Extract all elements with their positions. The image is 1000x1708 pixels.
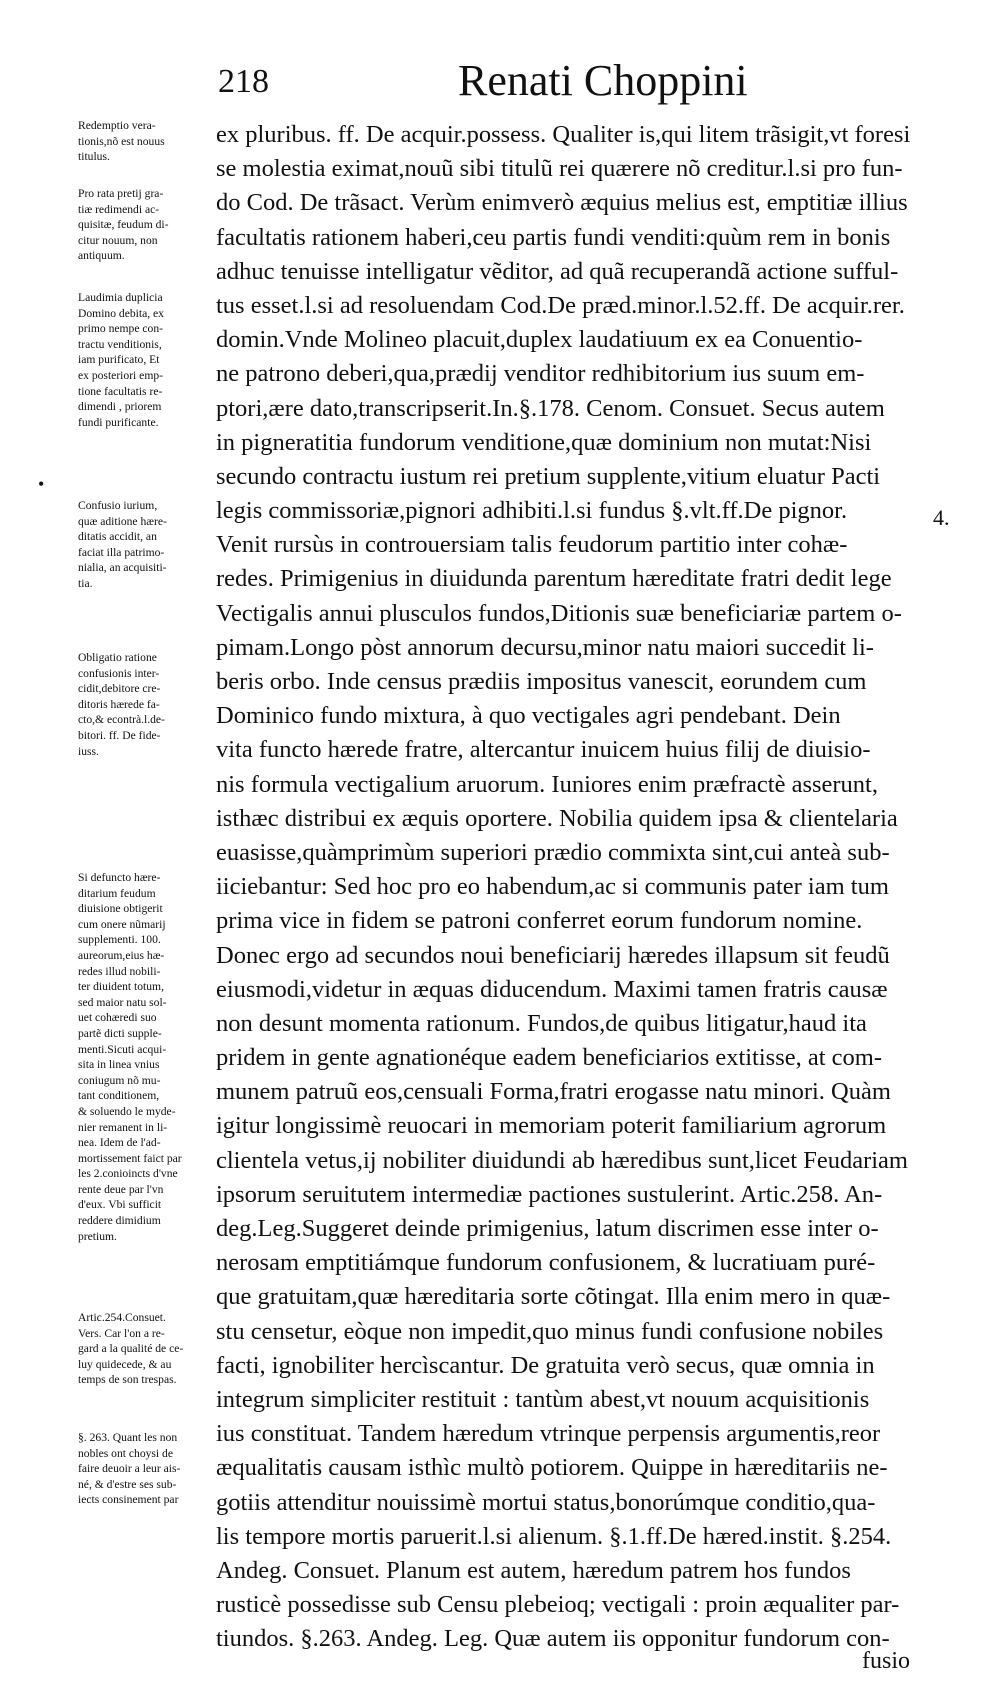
note-line: faire deuoir a leur ais- xyxy=(78,1462,181,1476)
note-line: & soluendo le myde- xyxy=(78,1104,176,1118)
note-line: confusionis inter- xyxy=(78,666,160,680)
text-line: pimam.Longo pòst annorum decursu,minor natu maiori succedit li- xyxy=(216,633,874,661)
note-line: cidit,debitore cre- xyxy=(78,682,161,696)
note-line: bitori. ff. De fide- xyxy=(78,728,161,742)
text-line: stu censetur, eòque non impedit,quo minus fundi confusione nobiles xyxy=(216,1317,884,1345)
text-line: Venit rursùs in controuersiam talis feudorum partitio inter cohæ- xyxy=(216,531,848,559)
margin-note-pro-rata xyxy=(78,186,214,264)
note-line: temps de son trespas. xyxy=(78,1373,177,1387)
note-line: dimendi , priorem xyxy=(78,400,162,414)
text-line: adhuc tenuisse intelligatur vẽditor, ad quã recuperandã actione sufful- xyxy=(216,257,899,285)
text-line: lis tempore mortis paruerit.l.si alienum. §.1.ff.De hæred.instit. §.254. xyxy=(216,1522,892,1550)
text-line: munem patruũ eos,censuali Forma,fratri erogasse natu minori. Quàm xyxy=(216,1078,891,1106)
text-line: deg.Leg.Suggeret deinde primigenius, latum discrimen esse inter o- xyxy=(216,1215,879,1242)
text-line: ius constituat. Tandem hæredum vtrinque perpensis argumentis,reor xyxy=(216,1420,881,1448)
note-line: ex posteriori emp- xyxy=(78,368,163,382)
note-line: les 2.conioincts d'vne xyxy=(78,1167,178,1181)
main-text xyxy=(216,118,926,1656)
text-line: prima vice in fidem se patroni conferret eorum fundorum nomine. xyxy=(216,907,863,935)
text-line: do Cod. De trãsact. Verùm enimverò æquius melius est, emptitiæ illius xyxy=(216,189,908,217)
text-line: facti, ignobiliter hercìscantur. De gratuita verò secus, quæ omnia in xyxy=(216,1351,875,1379)
note-line: ditatis accidit, an xyxy=(78,530,157,544)
paragraph-number: 4. xyxy=(933,505,950,530)
text-line: integrum simpliciter restituit : tantùm abest,vt nouum acquisitionis xyxy=(216,1385,870,1413)
margin-note-s-263 xyxy=(78,1430,214,1508)
note-line: gard a la qualité de ce- xyxy=(78,1342,184,1356)
note-line: pretium. xyxy=(78,1229,117,1243)
note-line: uet cohæredi suo xyxy=(78,1011,157,1025)
note-line: sed maior natu sol- xyxy=(78,995,167,1009)
note-line: mortissement faict par xyxy=(78,1151,182,1165)
note-line: Laudimia duplicia xyxy=(78,291,163,304)
note-line: supplementi. 100. xyxy=(78,933,161,947)
note-line: coniugum nõ mu- xyxy=(78,1073,161,1087)
note-line: reddere dimidium xyxy=(78,1214,161,1228)
text-line: ptori,ære dato,transcripserit.In.§.178. Cenom. Consuet. Secus autem xyxy=(216,394,885,422)
text-line: Donec ergo ad secundos noui beneficiarij hæredes illapsum sit feudũ xyxy=(216,941,890,969)
note-line: tia. xyxy=(78,576,93,590)
text-line: legis commissoriæ,pignori adhibiti.l.si fundus §.vlt.ff.De pignor. xyxy=(216,497,848,525)
running-head: Renati Choppini xyxy=(458,56,748,105)
text-line: redes. Primigenius in diuidunda parentum hæreditate fratri dedit lege xyxy=(216,565,892,593)
margin-note-confusio xyxy=(78,498,214,592)
note-line: citur nouum, non xyxy=(78,233,158,247)
page-number: 218 xyxy=(218,63,269,100)
note-line: fundi purificante. xyxy=(78,415,159,429)
text-line: isthæc distribui ex æquis oportere. Nobilia quidem ipsa & clientelaria xyxy=(216,804,898,832)
note-line: ter diuident totum, xyxy=(78,980,164,994)
note-line: Vers. Car l'on a re- xyxy=(78,1326,165,1340)
note-line: quæ aditione hære- xyxy=(78,514,167,528)
text-line: tiundos. §.263. Andeg. Leg. Quæ autem iis opponitur fundorum con- xyxy=(216,1625,890,1653)
note-line: iects consinement par xyxy=(78,1493,179,1507)
note-line: aureorum,eius hæ- xyxy=(78,948,165,962)
note-line: §. 263. Quant les non xyxy=(78,1431,178,1444)
note-line: ditarium feudum xyxy=(78,886,156,900)
note-line: diuisione obtigerit xyxy=(78,902,163,916)
note-line: cum onere nũmarij xyxy=(78,917,166,931)
text-line: beris orbo. Inde census prædiis impositus vanescit, eorundem cum xyxy=(216,668,867,695)
text-line: se molestia eximat,nouũ sibi titulũ rei quærere nõ creditur.l.si pro fun- xyxy=(216,155,903,183)
text-line: rusticè possedisse sub Censu plebeioq; vectigali : proin æqualiter par- xyxy=(216,1591,900,1619)
text-line: ex pluribus. ff. De acquir.possess. Qualiter is,qui litem trãsigit,vt foresi xyxy=(216,121,911,148)
margin-mark: • xyxy=(38,474,45,494)
note-line: d'eux. Vbi sufficit xyxy=(78,1198,162,1212)
text-line: Vectigalis annui plusculos fundos,Ditionis suæ beneficiariæ partem o- xyxy=(216,599,902,627)
note-line: redes illud nobili- xyxy=(78,964,161,978)
note-line: tiæ redimendi ac- xyxy=(78,202,160,216)
text-line: iiciebantur: Sed hoc pro eo habendum,ac si communis pater iam tum xyxy=(216,873,889,901)
margin-note-obligatio xyxy=(78,650,214,759)
note-line: rente deue par l'vn xyxy=(78,1182,164,1196)
note-line: Confusio iurium, xyxy=(78,499,158,512)
margin-note-artic-254 xyxy=(78,1310,214,1388)
note-line: quisitæ, feudum di- xyxy=(78,218,169,232)
text-line: Dominico fundo mixtura, à quo vectigales agri pendebant. Dein xyxy=(216,702,841,730)
margin-note-si-defuncto xyxy=(78,870,214,1244)
note-line: titulus. xyxy=(78,150,110,164)
text-line: in pigneratitia fundorum venditione,quæ dominium non mutat:Nisi xyxy=(216,428,872,456)
catchword: fusio xyxy=(862,1648,910,1674)
text-line: que gratuitam,quæ hæreditaria sorte cõtingat. Illa enim mero in quæ- xyxy=(216,1283,891,1311)
text-line: igitur longissimè reuocari in memoriam poterit familiarium agrorum xyxy=(216,1112,887,1140)
text-line: ne patrono deberi,qua,prædij venditor redhibitorium ius suum em- xyxy=(216,360,865,388)
margin-note-redemptio xyxy=(78,118,214,165)
note-line: ditoris hærede fa- xyxy=(78,697,160,711)
text-line: eiusmodi,videtur in æquas diducendum. Maximi tamen fratris causæ xyxy=(216,975,888,1003)
note-line: nobles ont choysi de xyxy=(78,1446,173,1460)
note-line: nea. Idem de l'ad- xyxy=(78,1136,161,1150)
text-line: secundo contractu iustum rei pretium supplente,vitium eluatur Pacti xyxy=(216,462,881,490)
note-line: Redemptio vera- xyxy=(78,119,156,132)
note-line: luy quidecede, & au xyxy=(78,1357,172,1371)
note-line: Obligatio ratione xyxy=(78,651,157,664)
text-line: gotiis attenditur nouissimè mortui status,bonorúmque conditio,qua- xyxy=(216,1488,876,1516)
note-line: primo nempe con- xyxy=(78,322,163,336)
text-line: domin.Vnde Molineo placuit,duplex laudatiuum ex ea Conuentio- xyxy=(216,326,863,354)
page-header xyxy=(0,55,1000,115)
note-line: antiquum. xyxy=(78,249,125,263)
note-line: cto,& econtrà.l.de- xyxy=(78,713,165,727)
margin-note-laudimia xyxy=(78,290,214,430)
text-line: clientela vetus,ij nobiliter diuidundi ab hæredibus sunt,licet Feudariam xyxy=(216,1146,908,1174)
text-line: vita functo hærede fratre, altercantur inuicem huius filij de diuisio- xyxy=(216,736,871,764)
text-line: non desunt momenta rationum. Fundos,de quibus litigatur,haud ita xyxy=(216,1009,867,1037)
note-line: partẽ dicti supple- xyxy=(78,1026,162,1040)
text-line: æqualitatis causam isthìc multò potiorem. Quippe in hæreditariis ne- xyxy=(216,1454,888,1482)
note-line: sita in linea vnius xyxy=(78,1058,160,1072)
text-line: nis formula vectigalium aruorum. Iuniores enim præfractè asserunt, xyxy=(216,770,878,798)
note-line: iuss. xyxy=(78,744,99,758)
note-line: nier remanent in li- xyxy=(78,1120,168,1134)
note-line: tione facultatis re- xyxy=(78,384,163,398)
note-line: Pro rata pretij gra- xyxy=(78,187,164,200)
note-line: Domino debita, ex xyxy=(78,306,164,320)
note-line: faciat illa patrimo- xyxy=(78,545,165,559)
text-line: pridem in gente agnationéque eadem beneficiarios extitisse, at com- xyxy=(216,1044,883,1072)
text-line: euasisse,quàmprimùm superiori prædio commixta sint,cui anteà sub- xyxy=(216,838,890,866)
text-line: ipsorum seruitutem intermediæ pactiones sustulerint. Artic.258. An- xyxy=(216,1180,883,1208)
note-line: tant conditionem, xyxy=(78,1089,160,1103)
note-line: Artic.254.Consuet. xyxy=(78,1311,166,1324)
text-line: nerosam emptitiámque fundorum confusionem, & lucratiuam puré- xyxy=(216,1249,876,1277)
text-line: Andeg. Consuet. Planum est autem, hæredum patrem hos fundos xyxy=(216,1556,851,1584)
note-line: nialia, an acquisiti- xyxy=(78,561,167,575)
note-line: né, & d'estre ses sub- xyxy=(78,1477,177,1491)
note-line: Si defuncto hære- xyxy=(78,871,161,884)
text-line: tus esset.l.si ad resoluendam Cod.De præd.minor.l.52.ff. De acquir.rer. xyxy=(216,291,905,319)
text-line: facultatis rationem haberi,ceu partis fundi venditi:quùm rem in bonis xyxy=(216,223,891,251)
note-line: iam purificato, Et xyxy=(78,353,160,367)
note-line: menti.Sicuti acqui- xyxy=(78,1042,167,1056)
note-line: tionis,nõ est nouus xyxy=(78,134,165,148)
note-line: tractu venditionis, xyxy=(78,337,162,351)
